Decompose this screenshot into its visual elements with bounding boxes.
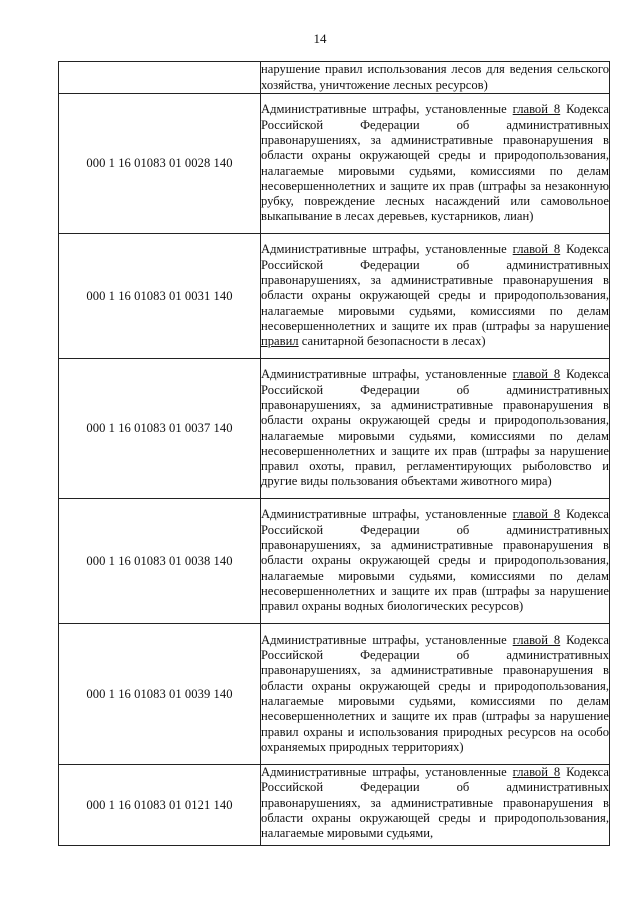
description-text bbox=[261, 633, 609, 755]
description-cell bbox=[261, 624, 610, 765]
description-cell bbox=[261, 62, 610, 94]
description-text bbox=[261, 507, 609, 614]
description-part: Административные штрафы, установленные bbox=[261, 765, 513, 779]
description-part: Кодекса Российской Федерации об административных правонарушениях, за административные правонарушения в области охраны окружающей среды и природопользования, налагаемые мировыми судьями, комиссиями по делам несовершеннолетних и защите их прав (штрафы за нарушение правил охраны и использования природных ресурсов на особо охраняемых природных территориях) bbox=[261, 632, 609, 754]
description-text bbox=[261, 62, 609, 93]
description-part: Кодекса Российской Федерации об административных правонарушениях, за административные правонарушения в области охраны окружающей среды и природопользования, налагаемые мировыми судьями, комиссиями по делам несовершеннолетних и защите их прав (штрафы за нарушение bbox=[261, 242, 609, 333]
budget-code-table bbox=[58, 61, 610, 846]
description-text bbox=[261, 765, 609, 841]
chapter-8-link[interactable]: главой 8 bbox=[512, 242, 561, 257]
kbk-code-cell: 000 1 16 01083 01 0028 140 bbox=[59, 94, 261, 234]
kbk-code-cell: 000 1 16 01083 01 0038 140 bbox=[59, 499, 261, 624]
description-cell bbox=[261, 94, 610, 234]
description-part: Административные штрафы, установленные bbox=[261, 632, 513, 647]
chapter-8-link[interactable]: главой 8 bbox=[512, 507, 561, 522]
description-part: Кодекса Российской Федерации об административных правонарушениях, за административные правонарушения в области охраны окружающей среды и природопользования, налагаемые мировыми судьями, комиссиями по делам несовершеннолетних и защите их прав (штрафы за нарушение правил охоты, правил, регламентирующих рыболовство и другие виды пользования объектами животного мира) bbox=[261, 367, 609, 489]
description-part: Административные штрафы, установленные bbox=[261, 242, 513, 257]
description-cell bbox=[261, 499, 610, 624]
kbk-code-cell: 000 1 16 01083 01 0037 140 bbox=[59, 359, 261, 499]
rules-link[interactable]: правил bbox=[261, 334, 299, 349]
chapter-8-link[interactable]: главой 8 bbox=[512, 632, 561, 647]
description-part: Административные штрафы, установленные bbox=[261, 367, 513, 382]
description-text bbox=[261, 102, 609, 224]
table-row bbox=[59, 94, 610, 234]
description-text bbox=[261, 367, 609, 489]
kbk-code-cell: 000 1 16 01083 01 0121 140 bbox=[59, 765, 261, 846]
kbk-code-cell: 000 1 16 01083 01 0039 140 bbox=[59, 624, 261, 765]
description-part: нарушение правил использования лесов для ведения сельского хозяйства, уничтожение лесных ресурсов) bbox=[261, 62, 609, 92]
description-part: Кодекса Российской Федерации об административных правонарушениях, за административные правонарушения в области охраны окружающей среды и природопользования, налагаемые мировыми судьями, bbox=[261, 765, 609, 841]
chapter-8-link[interactable]: главой 8 bbox=[512, 765, 561, 779]
description-part: Кодекса Российской Федерации об административных правонарушениях, за административные правонарушения в области охраны окружающей среды и природопользования, налагаемые мировыми судьями, комиссиями по делам несовершеннолетних и защите их прав (штрафы за незаконную рубку, повреждение лесных насаждений или самовольное выкапывание в лесах деревьев, кустарников, лиан) bbox=[261, 102, 609, 224]
description-cell bbox=[261, 234, 610, 359]
page-number: 14 bbox=[313, 31, 327, 46]
table-row bbox=[59, 499, 610, 624]
kbk-code-cell: 000 1 16 01083 01 0031 140 bbox=[59, 234, 261, 359]
description-part: Кодекса Российской Федерации об административных правонарушениях, за административные правонарушения в области охраны окружающей среды и природопользования, налагаемые мировыми судьями, комиссиями по делам несовершеннолетних и защите их прав (штрафы за нарушение правил охраны водных биологических ресурсов) bbox=[261, 507, 609, 614]
table-row bbox=[59, 624, 610, 765]
table-row bbox=[59, 359, 610, 499]
table-row bbox=[59, 234, 610, 359]
chapter-8-link[interactable]: главой 8 bbox=[512, 367, 561, 382]
description-part: Административные штрафы, установленные bbox=[261, 507, 513, 522]
description-part: санитарной безопасности в лесах) bbox=[298, 334, 486, 349]
table-row bbox=[59, 62, 610, 94]
chapter-8-link[interactable]: главой 8 bbox=[512, 102, 561, 117]
table-row bbox=[59, 765, 610, 846]
description-text bbox=[261, 242, 609, 349]
description-part: Административные штрафы, установленные bbox=[261, 102, 513, 117]
description-cell bbox=[261, 765, 610, 846]
kbk-code-cell bbox=[59, 62, 261, 94]
description-cell bbox=[261, 359, 610, 499]
